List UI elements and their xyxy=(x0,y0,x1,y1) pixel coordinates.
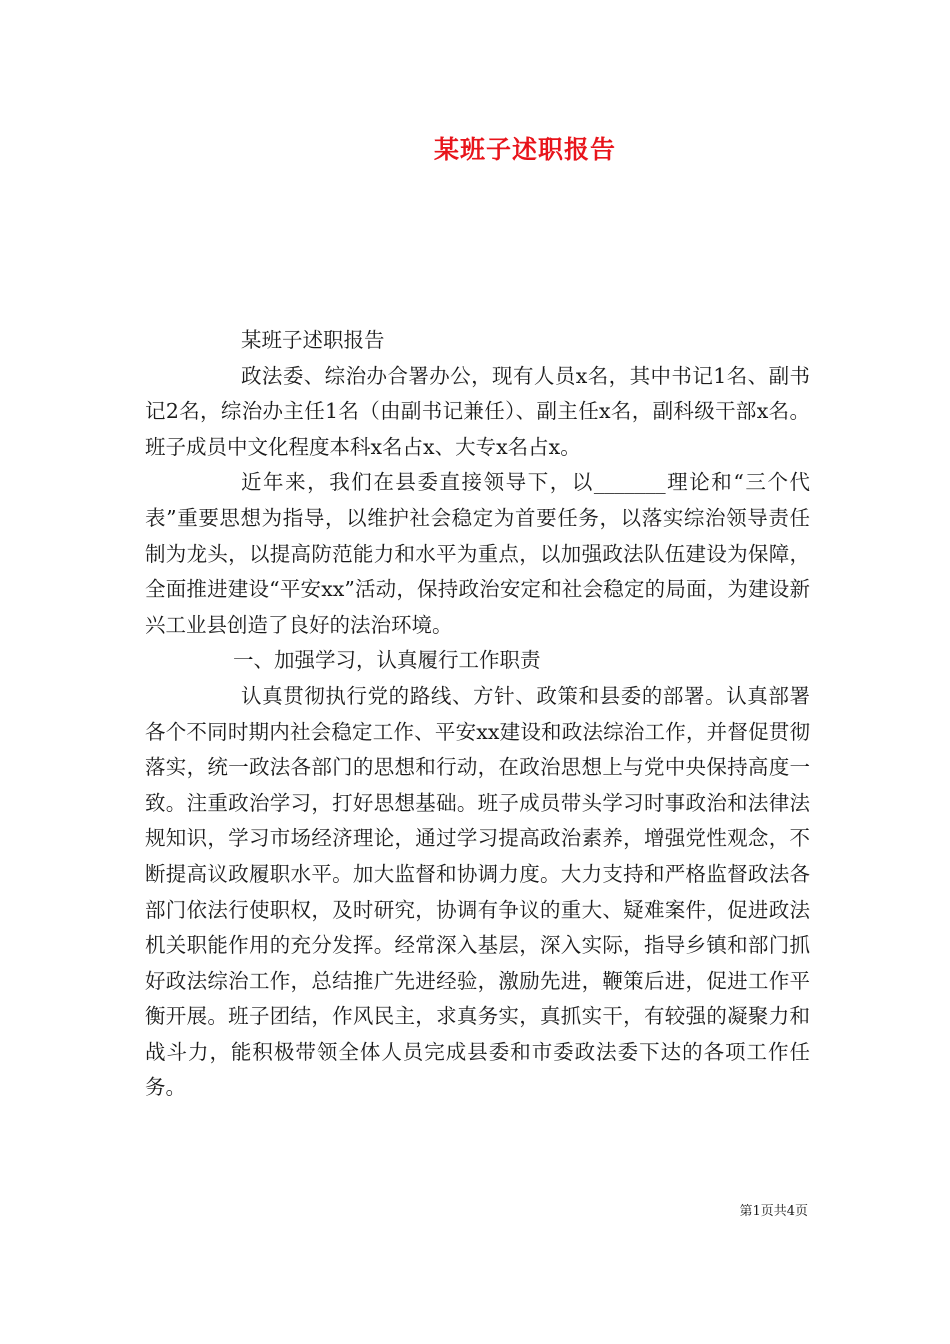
page-title: 某班子述职报告 xyxy=(433,135,616,164)
section-heading-1: 一、加强学习，认真履行工作职责 xyxy=(233,648,541,673)
paragraph-overview: 近年来，我们在县委直接领导下，以_______理论和“三个代表”重要思想为指导，以维护社会稳定为首要任务，以落实综治领导责任制为龙头，以提高防范能力和水平为重点，以加强政法队伍建设为保障，全面推进建设“平安xx”活动，保持政治安定和社会稳定的局面，为建设新兴工业县创造了良好的法治环境。 xyxy=(145,470,810,637)
body-subtitle: 某班子述职报告 xyxy=(241,328,385,352)
document-body xyxy=(145,323,810,1106)
paragraph-section-1: 认真贯彻执行党的路线、方针、政策和县委的部署。认真部署各个不同时期内社会稳定工作、平安xx建设和政法综治工作，并督促贯彻落实，统一政法各部门的思想和行动，在政治思想上与党中央保持高度一致。注重政治学习，打好思想基础。班子成员带头学习时事政治和法律法规知识，学习市场经济理论，通过学习提高政治素养，增强党性观念，不断提高议政履职水平。加大监督和协调力度。大力支持和严格监督政法各部门依法行使职权，及时研究，协调有争议的重大、疑难案件，促进政法机关职能作用的充分发挥。经常深入基层，深入实际，指导乡镇和部门抓好政法综治工作，总结推广先进经验，激励先进，鞭策后进，促进工作平衡开展。班子团结，作风民主，求真务实，真抓实干，有较强的凝聚力和战斗力，能积极带领全体人员完成县委和市委政法委下达的各项工作任务。 xyxy=(145,683,810,1100)
page-number: 第1页共4页 xyxy=(739,1204,808,1219)
paragraph-staffing: 政法委、综治办合署办公，现有人员x名，其中书记1名、副书记2名，综治办主任1名（由副书记兼任）、副主任x名，副科级干部x名。班子成员中文化程度本科x名占x、大专x名占x。 xyxy=(145,363,810,459)
